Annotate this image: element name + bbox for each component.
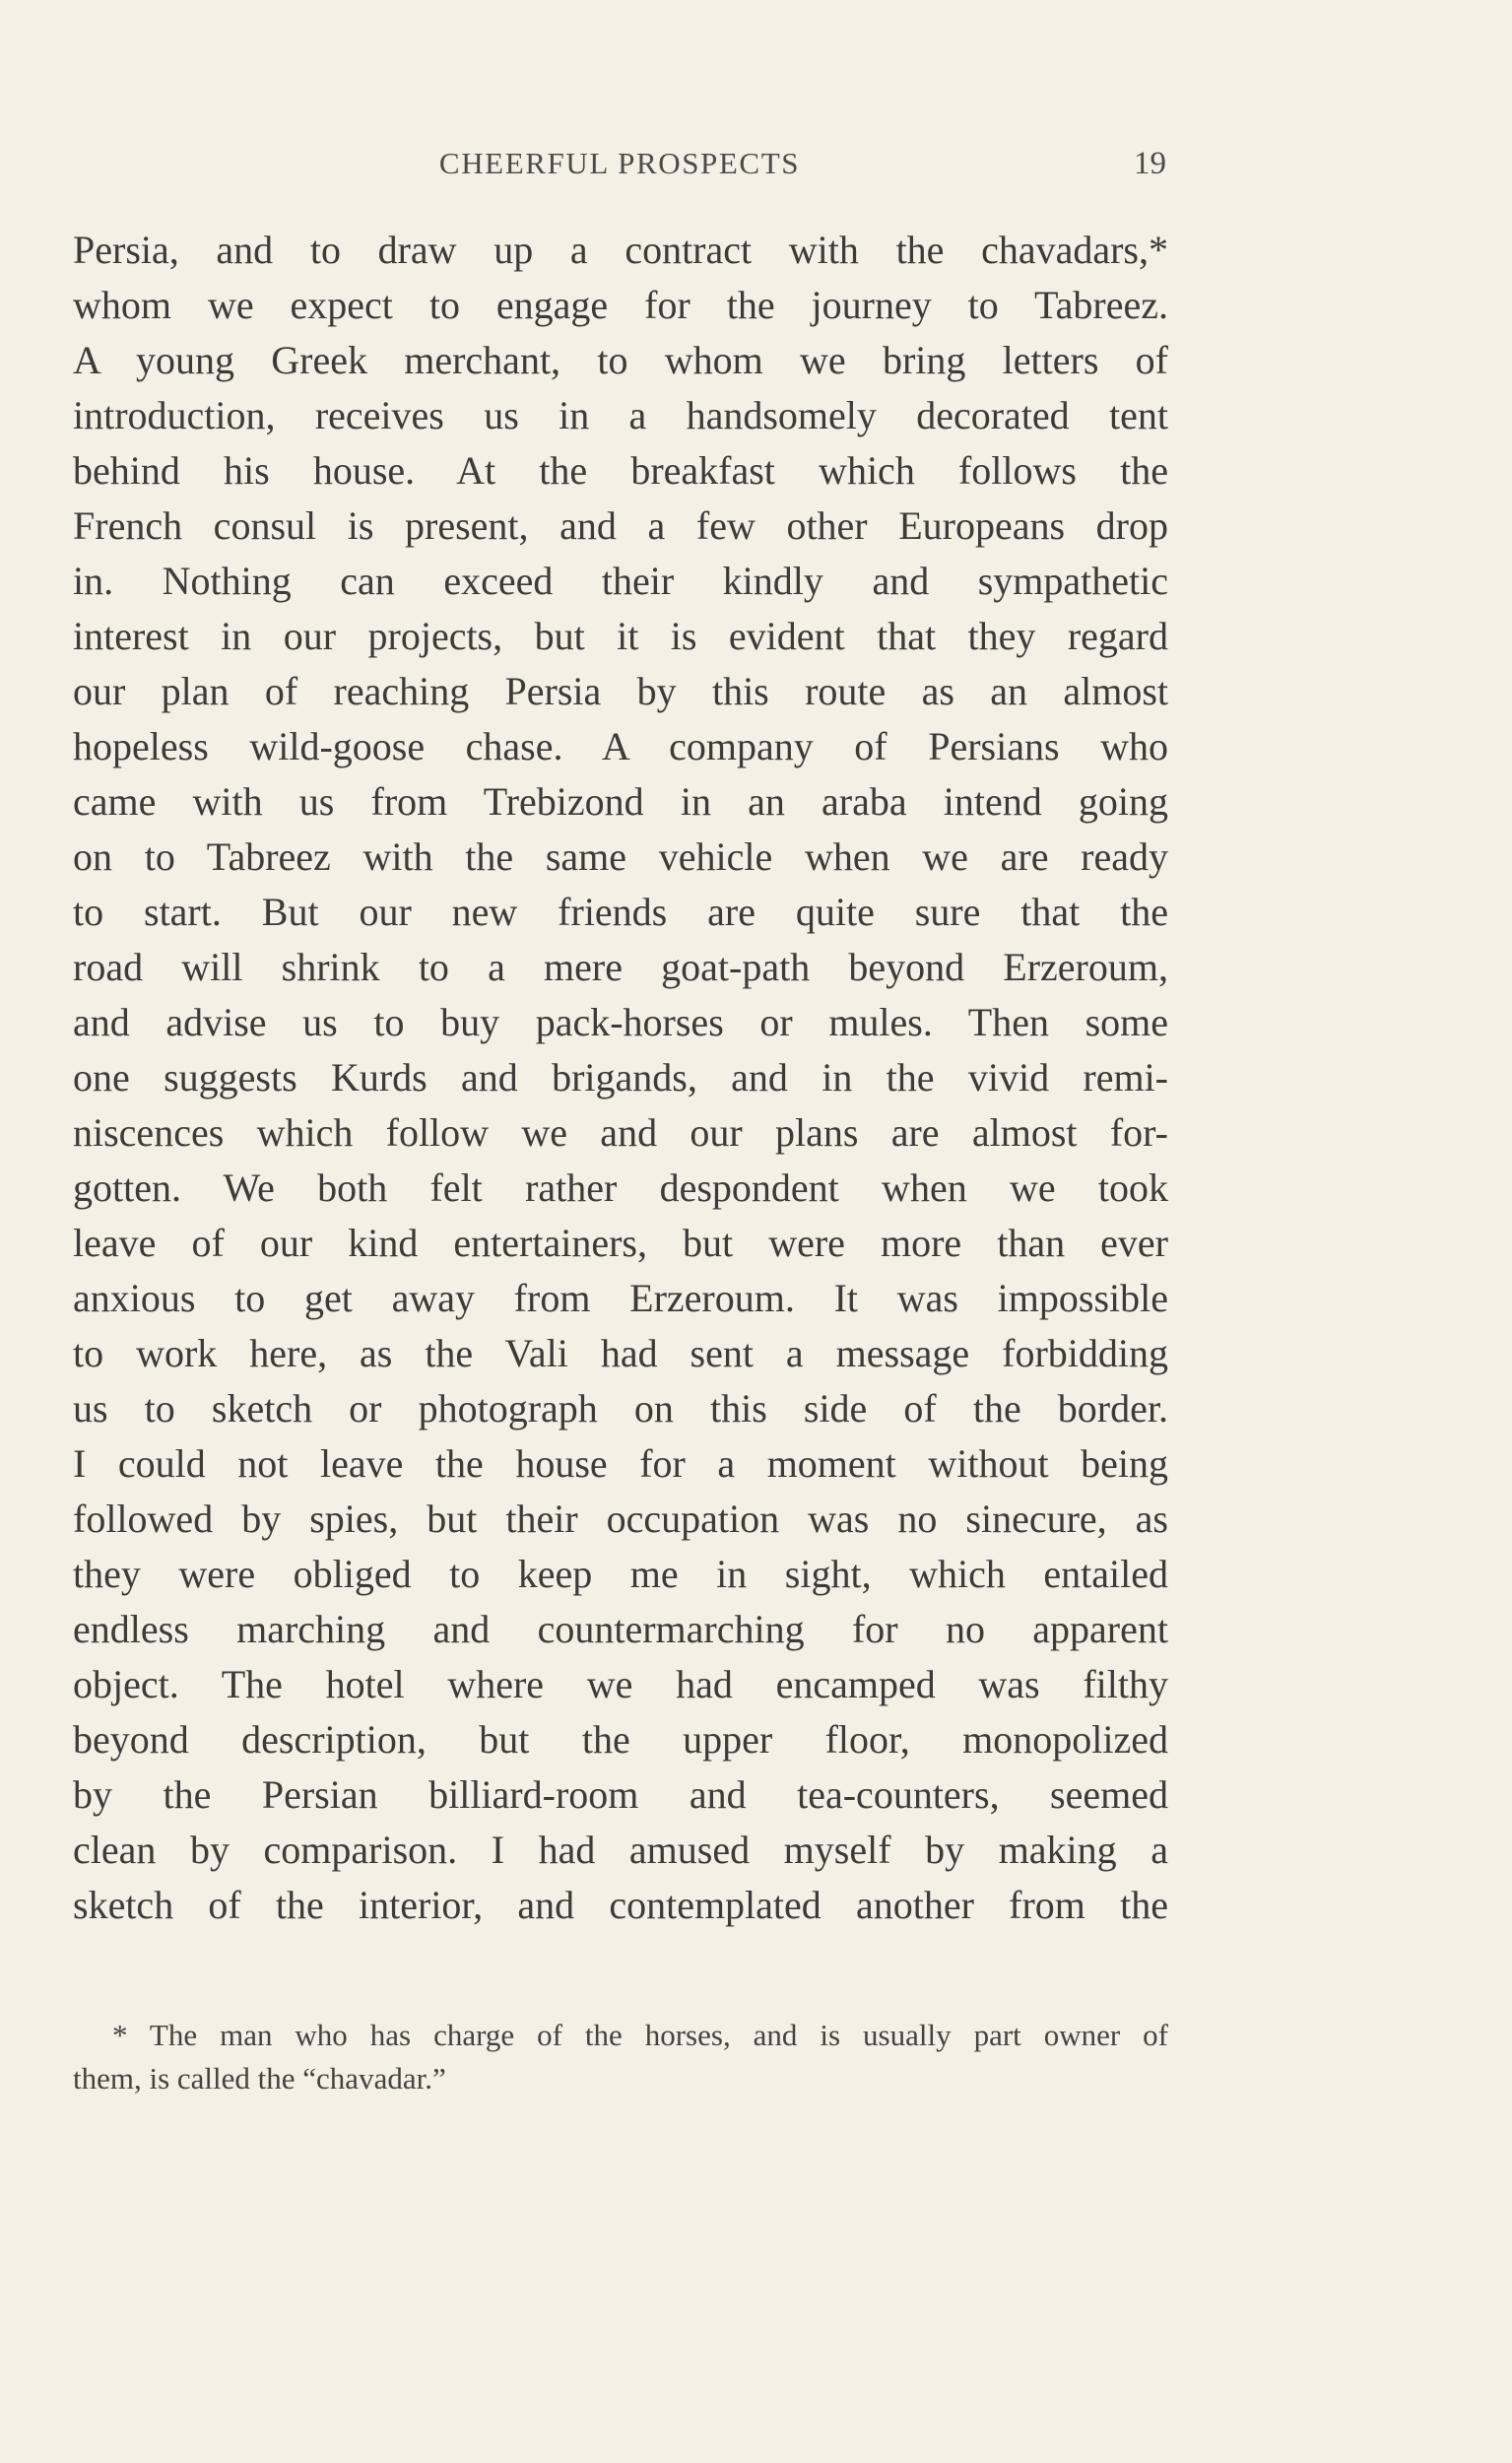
body-line: endless marching and countermarching for no apparent (73, 1607, 1168, 1651)
body-line: followed by spies, but their occupation was no sinecure, as (73, 1497, 1168, 1541)
running-head (73, 146, 1166, 185)
body-text (73, 223, 1168, 1933)
body-line: anxious to get away from Erzeroum. It was impossible (73, 1276, 1168, 1320)
body-line: road will shrink to a mere goat-path beyond Erzeroum, (73, 945, 1168, 989)
body-line: to work here, as the Vali had sent a message forbidding (73, 1331, 1168, 1375)
body-line: by the Persian billiard-room and tea-counters, seemed (73, 1772, 1168, 1817)
body-line: and advise us to buy pack-horses or mules. Then some (73, 1000, 1168, 1044)
body-line: gotten. We both felt rather despondent when we took (73, 1165, 1168, 1210)
body-line: I could not leave the house for a moment without being (73, 1441, 1168, 1486)
body-line: sketch of the interior, and contemplated another from the (73, 1883, 1168, 1927)
footnote-line: them, is called the “chavadar.” (73, 2061, 446, 2096)
page-number: 19 (1134, 146, 1166, 181)
body-line: Persia, and to draw up a contract with the chavadars,* (73, 228, 1168, 272)
running-head-title: CHEERFUL PROSPECTS (438, 146, 801, 180)
body-line: introduction, receives us in a handsomely decorated tent (73, 393, 1168, 437)
body-line: French consul is present, and a few other Europeans drop (73, 503, 1168, 548)
body-line: one suggests Kurds and brigands, and in the vivid remi- (73, 1055, 1168, 1099)
body-line: to start. But our new friends are quite sure that the (73, 890, 1168, 934)
body-line: us to sketch or photograph on this side of the border. (73, 1386, 1168, 1431)
footnote-line: * The man who has charge of the horses, and is usually part owner of (112, 2018, 1168, 2052)
footnote (73, 2014, 1168, 2100)
body-line: they were obliged to keep me in sight, which entailed (73, 1552, 1168, 1596)
body-line: niscences which follow we and our plans are almost for- (73, 1110, 1168, 1155)
body-line: whom we expect to engage for the journey to Tabreez. (73, 283, 1168, 327)
body-line: came with us from Trebizond in an araba intend going (73, 779, 1168, 824)
body-line: beyond description, but the upper floor, monopolized (73, 1717, 1168, 1762)
body-line: in. Nothing can exceed their kindly and sympathetic (73, 559, 1168, 603)
body-line: behind his house. At the breakfast which follows the (73, 448, 1168, 493)
body-line: on to Tabreez with the same vehicle when we are ready (73, 834, 1168, 879)
body-line: hopeless wild-goose chase. A company of Persians who (73, 724, 1168, 768)
body-line: clean by comparison. I had amused myself by making a (73, 1828, 1168, 1872)
body-line: our plan of reaching Persia by this route as an almost (73, 669, 1168, 713)
body-line: object. The hotel where we had encamped was filthy (73, 1662, 1168, 1706)
body-line: A young Greek merchant, to whom we bring letters of (73, 338, 1168, 382)
body-line: interest in our projects, but it is evident that they regard (73, 614, 1168, 658)
body-line: leave of our kind entertainers, but were more than ever (73, 1221, 1168, 1265)
